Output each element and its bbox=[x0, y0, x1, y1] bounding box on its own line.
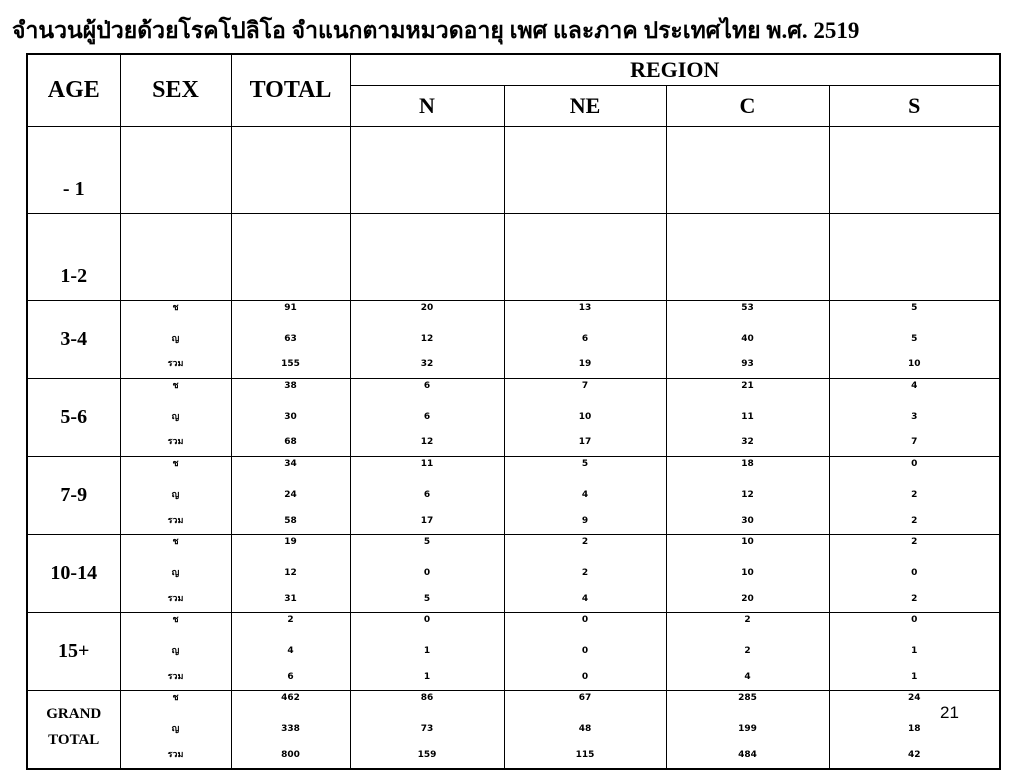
sex-label: ช bbox=[172, 537, 179, 548]
sex-label: ญ bbox=[171, 333, 180, 344]
value-cell: 2 bbox=[287, 615, 294, 626]
header-sex: SEX bbox=[120, 54, 231, 127]
region-n-cell bbox=[350, 535, 504, 613]
value-cell: 484 bbox=[738, 749, 757, 760]
sex-female: ญ bbox=[171, 724, 180, 734]
value-cell: 462 bbox=[281, 693, 300, 704]
total-cell bbox=[231, 613, 350, 691]
value-cell: 2 bbox=[911, 515, 918, 526]
age-label: 5-6 bbox=[27, 379, 120, 457]
grand-s-cell bbox=[829, 691, 1000, 770]
value-cell: 0 bbox=[911, 615, 918, 626]
value-cell: 93 bbox=[741, 359, 754, 370]
value-cell: 2 bbox=[581, 567, 589, 578]
value-cell: 86 bbox=[420, 693, 434, 704]
sex-label: ญ bbox=[171, 567, 180, 578]
value-cell: 2 bbox=[581, 537, 589, 548]
grand-label-top: GRAND bbox=[46, 706, 102, 723]
header-region-s: S bbox=[829, 86, 1000, 127]
sex-label: ญ bbox=[171, 411, 180, 422]
grand-n-cell bbox=[350, 691, 504, 770]
value-cell: 12 bbox=[420, 333, 434, 344]
value-cell: 31 bbox=[284, 593, 297, 604]
value-cell: 0 bbox=[423, 567, 431, 578]
region-n-cell bbox=[350, 457, 504, 535]
value-cell: 6 bbox=[423, 411, 431, 422]
value-cell: 115 bbox=[575, 749, 595, 760]
value-cell: 18 bbox=[907, 724, 921, 734]
sex-cell bbox=[120, 379, 231, 457]
value-cell: 0 bbox=[581, 671, 589, 682]
region-s-cell bbox=[829, 457, 1000, 535]
total-cell bbox=[231, 301, 350, 379]
sex-male: ช bbox=[172, 693, 179, 704]
sex-cell bbox=[120, 301, 231, 379]
value-cell: 63 bbox=[284, 333, 297, 344]
table-row bbox=[27, 535, 1000, 613]
value-cell: 17 bbox=[420, 515, 434, 526]
sex-label: ช bbox=[172, 615, 179, 626]
value-cell: 32 bbox=[741, 437, 754, 448]
value-cell: 2 bbox=[911, 537, 918, 548]
value-cell: 53 bbox=[741, 303, 754, 313]
value-cell: 30 bbox=[741, 515, 754, 526]
region-n-cell bbox=[350, 379, 504, 457]
value-cell: 10 bbox=[741, 567, 754, 578]
header-region-n: N bbox=[350, 86, 504, 127]
sex-label: รวม bbox=[167, 515, 184, 526]
region-c-cell bbox=[666, 613, 829, 691]
header-region-c: C bbox=[666, 86, 829, 127]
age-label: 3-4 bbox=[27, 301, 120, 379]
sex-label: รวม bbox=[167, 437, 184, 448]
sex-label: ช bbox=[172, 381, 179, 392]
polio-cases-table bbox=[26, 53, 1001, 770]
region-c-cell bbox=[666, 535, 829, 613]
value-cell: 48 bbox=[578, 724, 592, 734]
value-cell: 11 bbox=[741, 411, 754, 422]
value-cell: 10 bbox=[578, 411, 592, 422]
value-cell: 68 bbox=[284, 437, 297, 448]
age-label: 1-2 bbox=[27, 214, 120, 301]
table-row bbox=[27, 457, 1000, 535]
value-cell: 91 bbox=[284, 303, 297, 313]
header-region-ne: NE bbox=[504, 86, 666, 127]
region-c-cell bbox=[666, 301, 829, 379]
value-cell: 0 bbox=[911, 459, 918, 470]
value-cell: 0 bbox=[423, 615, 431, 626]
value-cell: 6 bbox=[287, 671, 294, 682]
value-cell: 5 bbox=[581, 459, 589, 470]
value-cell: 19 bbox=[578, 359, 592, 370]
region-n-cell bbox=[350, 613, 504, 691]
slide-title: จำนวนผู้ป่วยด้วยโรคโปลิโอ จำแนกตามหมวดอายุ เพศ และภาค ประเทศไทย พ.ศ. 2519 bbox=[12, 18, 860, 43]
value-cell: 7 bbox=[911, 437, 918, 448]
table-row bbox=[27, 127, 1000, 214]
value-cell: 13 bbox=[578, 303, 592, 313]
sex-total: รวม bbox=[167, 749, 184, 760]
value-cell: 1 bbox=[423, 671, 431, 682]
value-cell: 11 bbox=[420, 459, 434, 470]
value-cell: 10 bbox=[907, 359, 921, 370]
grand-total-label bbox=[27, 691, 120, 770]
value-cell: 12 bbox=[741, 489, 754, 500]
value-cell: 0 bbox=[911, 567, 918, 578]
value-cell: 24 bbox=[284, 489, 297, 500]
value-cell: 20 bbox=[741, 593, 754, 604]
age-label: 7-9 bbox=[27, 457, 120, 535]
sex-label: รวม bbox=[167, 671, 184, 682]
value-cell: 0 bbox=[581, 615, 589, 626]
sex-label: ญ bbox=[171, 645, 180, 656]
value-cell: 285 bbox=[738, 693, 757, 704]
region-ne-cell bbox=[504, 457, 666, 535]
value-cell: 2 bbox=[744, 615, 751, 626]
value-cell: 7 bbox=[581, 381, 589, 392]
region-n-cell bbox=[350, 301, 504, 379]
age-label: 15+ bbox=[27, 613, 120, 691]
sex-label: รวม bbox=[167, 593, 184, 604]
total-cell bbox=[231, 379, 350, 457]
value-cell: 155 bbox=[281, 359, 300, 370]
value-cell: 42 bbox=[907, 749, 921, 760]
value-cell: 12 bbox=[284, 567, 297, 578]
value-cell: 4 bbox=[744, 671, 751, 682]
value-cell: 1 bbox=[911, 671, 918, 682]
value-cell: 21 bbox=[741, 381, 754, 392]
value-cell: 9 bbox=[581, 515, 589, 526]
value-cell: 800 bbox=[281, 749, 300, 760]
value-cell: 58 bbox=[284, 515, 297, 526]
value-cell: 19 bbox=[284, 537, 297, 548]
value-cell: 73 bbox=[420, 724, 434, 734]
value-cell: 4 bbox=[581, 489, 589, 500]
value-cell: 30 bbox=[284, 411, 297, 422]
page-number: 21 bbox=[940, 703, 959, 722]
value-cell: 5 bbox=[423, 593, 431, 604]
value-cell: 1 bbox=[911, 645, 918, 656]
value-cell: 5 bbox=[911, 303, 918, 313]
total-cell bbox=[231, 457, 350, 535]
value-cell: 6 bbox=[423, 489, 431, 500]
value-cell: 38 bbox=[284, 381, 297, 392]
region-ne-cell bbox=[504, 301, 666, 379]
sex-label: ช bbox=[172, 459, 179, 470]
sex-cell bbox=[120, 457, 231, 535]
sex-label: ญ bbox=[171, 489, 180, 500]
region-s-cell bbox=[829, 535, 1000, 613]
value-cell: 4 bbox=[581, 593, 589, 604]
age-label: 10-14 bbox=[27, 535, 120, 613]
value-cell: 5 bbox=[423, 537, 431, 548]
value-cell: 0 bbox=[581, 645, 589, 656]
grand-total-cell bbox=[231, 691, 350, 770]
value-cell: 34 bbox=[284, 459, 297, 470]
value-cell: 20 bbox=[420, 303, 434, 313]
value-cell: 5 bbox=[911, 333, 918, 344]
value-cell: 4 bbox=[287, 645, 294, 656]
value-cell: 159 bbox=[417, 749, 437, 760]
value-cell: 40 bbox=[741, 333, 754, 344]
value-cell: 32 bbox=[420, 359, 434, 370]
region-ne-cell bbox=[504, 613, 666, 691]
region-ne-cell bbox=[504, 379, 666, 457]
region-s-cell bbox=[829, 301, 1000, 379]
region-s-cell bbox=[829, 613, 1000, 691]
value-cell: 4 bbox=[911, 381, 918, 392]
table-row bbox=[27, 613, 1000, 691]
value-cell: 12 bbox=[420, 437, 434, 448]
value-cell: 2 bbox=[744, 645, 751, 656]
value-cell: 2 bbox=[911, 593, 918, 604]
region-ne-cell bbox=[504, 535, 666, 613]
sex-cell bbox=[120, 613, 231, 691]
value-cell: 17 bbox=[578, 437, 592, 448]
value-cell: 6 bbox=[423, 381, 431, 392]
value-cell: 67 bbox=[578, 693, 592, 704]
total-cell bbox=[231, 535, 350, 613]
grand-label-bottom: TOTAL bbox=[48, 732, 100, 749]
age-label: - 1 bbox=[27, 127, 120, 214]
value-cell: 338 bbox=[281, 724, 300, 734]
sex-cell bbox=[120, 535, 231, 613]
table-row bbox=[27, 214, 1000, 301]
region-s-cell bbox=[829, 379, 1000, 457]
value-cell: 18 bbox=[741, 459, 754, 470]
value-cell: 24 bbox=[907, 693, 921, 704]
header-region: REGION bbox=[350, 54, 1000, 86]
value-cell: 199 bbox=[738, 724, 757, 734]
value-cell: 6 bbox=[581, 333, 589, 344]
table-row bbox=[27, 379, 1000, 457]
region-c-cell bbox=[666, 379, 829, 457]
value-cell: 3 bbox=[911, 411, 918, 422]
sex-label: รวม bbox=[167, 359, 184, 370]
value-cell: 1 bbox=[423, 645, 431, 656]
table-row bbox=[27, 301, 1000, 379]
value-cell: 10 bbox=[741, 537, 754, 548]
region-c-cell bbox=[666, 457, 829, 535]
grand-total-row bbox=[27, 691, 1000, 770]
header-age: AGE bbox=[27, 54, 120, 127]
header-total: TOTAL bbox=[231, 54, 350, 127]
grand-sex-cell bbox=[120, 691, 231, 770]
grand-ne-cell bbox=[504, 691, 666, 770]
value-cell: 2 bbox=[911, 489, 918, 500]
sex-label: ช bbox=[172, 303, 179, 313]
grand-c-cell bbox=[666, 691, 829, 770]
